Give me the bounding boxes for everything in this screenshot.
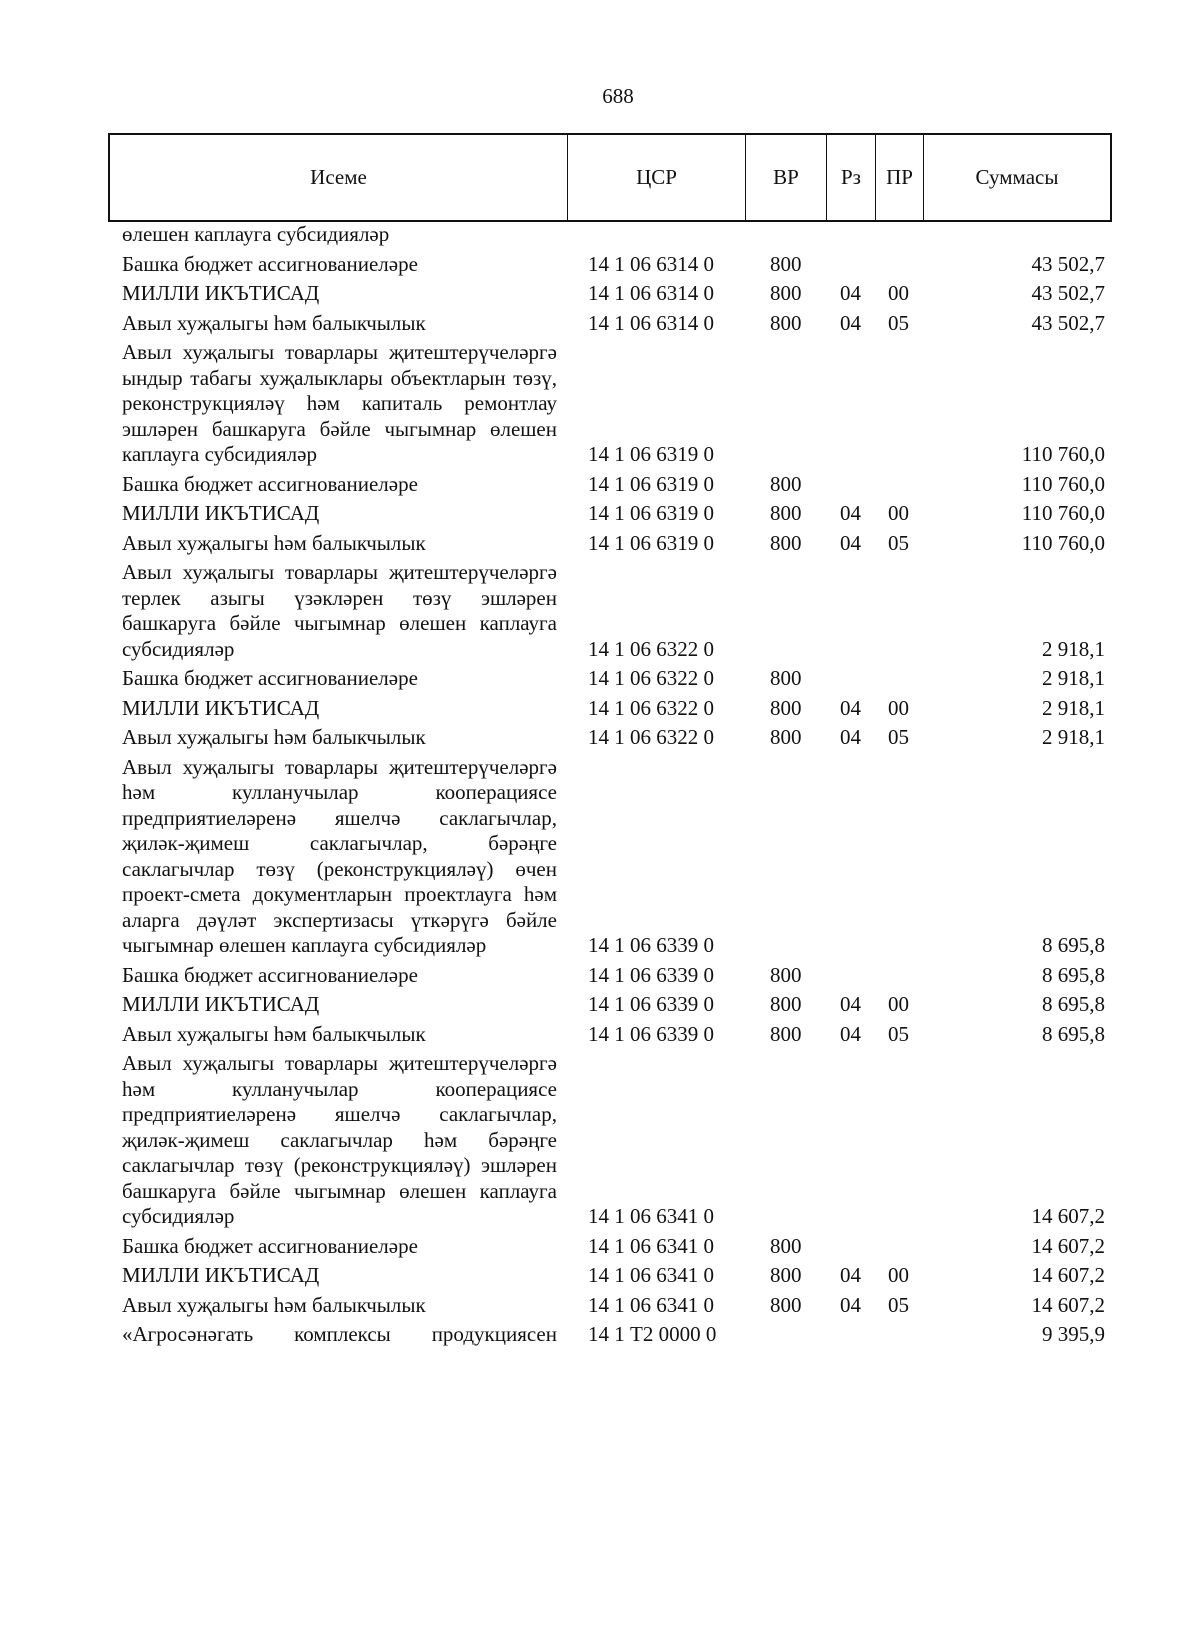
cell-csr: 14 1 06 6322 0 <box>588 725 714 749</box>
cell-csr: 14 1 06 6341 0 <box>588 1292 714 1317</box>
cell-sum: 8 695,8 <box>1042 962 1105 987</box>
cell-vr: 800 <box>770 471 802 496</box>
cell-sum: 43 502,7 <box>1031 251 1105 276</box>
cell-vr: 800 <box>770 992 802 1016</box>
table-row <box>0 1293 1200 1323</box>
cell-vr: 800 <box>770 1021 802 1046</box>
cell-rz: 04 <box>840 501 861 525</box>
cell-csr: 14 1 06 6319 0 <box>588 471 714 496</box>
cell-sum: 110 760,0 <box>1021 442 1105 466</box>
table-row <box>0 1022 1200 1052</box>
table-row <box>0 472 1200 502</box>
table-row <box>0 311 1200 341</box>
cell-rz: 04 <box>840 281 861 305</box>
table-row <box>0 340 1200 472</box>
cell-csr: 14 1 06 6339 0 <box>588 933 714 957</box>
cell-csr: 14 1 Т2 0000 0 <box>588 1322 717 1346</box>
cell-name: Башка бюджет ассигнованиеләре <box>122 1233 418 1258</box>
cell-sum: 14 607,2 <box>1031 1233 1105 1258</box>
cell-csr: 14 1 06 6339 0 <box>588 1021 714 1046</box>
cell-name: МИЛЛИ ИКЪТИСАД <box>122 281 320 305</box>
table-body <box>0 222 1200 1352</box>
cell-sum: 110 760,0 <box>1021 501 1105 525</box>
cell-pr: 05 <box>888 725 909 749</box>
cell-pr: 05 <box>888 530 909 555</box>
header-rz: Рз <box>827 135 876 220</box>
cell-name: өлешен каплауга субсидияләр <box>122 222 390 246</box>
cell-sum: 8 695,8 <box>1042 992 1105 1016</box>
cell-csr: 14 1 06 6319 0 <box>588 530 714 555</box>
table-row <box>0 281 1200 311</box>
cell-name: Авыл хуҗалыгы һәм балыкчылык <box>122 530 426 555</box>
table-header <box>108 133 1112 222</box>
table-row <box>0 252 1200 282</box>
cell-csr: 14 1 06 6322 0 <box>588 636 714 661</box>
cell-csr: 14 1 06 6319 0 <box>588 501 714 525</box>
cell-sum: 110 760,0 <box>1021 471 1105 496</box>
cell-sum: 2 918,1 <box>1042 666 1105 690</box>
cell-name: Башка бюджет ассигнованиеләре <box>122 962 418 987</box>
cell-sum: 14 607,2 <box>1031 1263 1105 1287</box>
cell-pr: 05 <box>888 1292 909 1317</box>
cell-sum: 43 502,7 <box>1031 281 1105 305</box>
page-number: 688 <box>602 84 634 108</box>
table-row <box>0 963 1200 993</box>
cell-csr: 14 1 06 6339 0 <box>588 992 714 1016</box>
cell-name: МИЛЛИ ИКЪТИСАД <box>122 992 320 1016</box>
cell-csr: 14 1 06 6314 0 <box>588 251 714 276</box>
cell-name: Авыл хуҗалыгы һәм балыкчылык <box>122 1292 426 1317</box>
cell-sum: 14 607,2 <box>1031 1204 1105 1228</box>
cell-vr: 800 <box>770 666 802 690</box>
cell-name: Авыл хуҗалыгы һәм балыкчылык <box>122 725 426 749</box>
cell-name: Авыл хуҗалыгы товарлары җитештерүчеләргә һәм кулланучылар кооперациясе предприятиеләренә яшелчә саклагычлар, җиләк-җимеш саклагычлар, бәрәңге саклагычлар төзү (реконструкцияләү) өчен проект-смета документларын проектлауга һәм аларга дәүләт экспертизасы үткәрүгә бәйле чыгымнар өлешен каплауга субсидияләр <box>122 754 557 957</box>
cell-sum: 8 695,8 <box>1042 1021 1105 1046</box>
cell-csr: 14 1 06 6341 0 <box>588 1204 714 1228</box>
cell-name: Авыл хуҗалыгы товарлары җитештерүчеләргә терлек азыгы үзәкләрен төзү эшләрен башкаруга бәйле чыгымнар өлешен каплауга субсидияләр <box>122 560 557 661</box>
cell-csr: 14 1 06 6322 0 <box>588 666 714 690</box>
cell-rz: 04 <box>840 992 861 1016</box>
cell-name: МИЛЛИ ИКЪТИСАД <box>122 695 320 720</box>
cell-vr: 800 <box>770 310 802 335</box>
cell-sum: 110 760,0 <box>1021 530 1105 555</box>
cell-sum: 2 918,1 <box>1042 695 1105 720</box>
cell-name: Авыл хуҗалыгы товарлары җитештерүчеләргә һәм кулланучылар кооперациясе предприятиеләренә яшелчә саклагычлар, җиләк-җимеш саклагычлар һәм бәрәңге саклагычлар төзү (реконструкцияләү) эшләрен башкаруга бәйле чыгымнар өлешен каплауга субсидияләр <box>122 1051 557 1228</box>
cell-name: Башка бюджет ассигнованиеләре <box>122 666 418 690</box>
cell-rz: 04 <box>840 310 861 335</box>
cell-sum: 2 918,1 <box>1042 725 1105 749</box>
cell-vr: 800 <box>770 501 802 525</box>
cell-rz: 04 <box>840 695 861 720</box>
cell-vr: 800 <box>770 281 802 305</box>
cell-rz: 04 <box>840 1263 861 1287</box>
cell-pr: 00 <box>888 1263 909 1287</box>
table-row <box>0 1234 1200 1264</box>
cell-csr: 14 1 06 6339 0 <box>588 962 714 987</box>
cell-vr: 800 <box>770 1263 802 1287</box>
cell-csr: 14 1 06 6322 0 <box>588 695 714 720</box>
cell-csr: 14 1 06 6341 0 <box>588 1233 714 1258</box>
table-row <box>0 755 1200 963</box>
cell-rz: 04 <box>840 1021 861 1046</box>
cell-sum: 9 395,9 <box>1042 1322 1105 1346</box>
cell-name: Башка бюджет ассигнованиеләре <box>122 471 418 496</box>
cell-name: МИЛЛИ ИКЪТИСАД <box>122 501 320 525</box>
table-row <box>0 1263 1200 1293</box>
cell-vr: 800 <box>770 725 802 749</box>
cell-name: Башка бюджет ассигнованиеләре <box>122 251 418 276</box>
cell-name: Авыл хуҗалыгы һәм балыкчылык <box>122 310 426 335</box>
table-row <box>0 501 1200 531</box>
cell-pr: 05 <box>888 310 909 335</box>
cell-rz: 04 <box>840 1292 861 1317</box>
header-sum: Суммасы <box>975 165 1059 189</box>
cell-pr: 00 <box>888 281 909 305</box>
header-name: Исеме <box>110 135 568 220</box>
cell-sum: 14 607,2 <box>1031 1292 1105 1317</box>
cell-sum: 2 918,1 <box>1042 636 1105 661</box>
cell-sum: 43 502,7 <box>1031 310 1105 335</box>
table-row <box>0 666 1200 696</box>
table-row <box>0 222 1200 252</box>
cell-vr: 800 <box>770 251 802 276</box>
cell-sum: 8 695,8 <box>1042 933 1105 957</box>
cell-pr: 05 <box>888 1021 909 1046</box>
header-vr: ВР <box>746 135 827 220</box>
cell-vr: 800 <box>770 530 802 555</box>
table-row <box>0 696 1200 726</box>
cell-name: Авыл хуҗалыгы товарлары җитештерүчеләргә ындыр табагы хуҗалыклары объектларын төзү, реконструкцияләү һәм капиталь ремонтлау эшләрен башкаруга бәйле чыгымнар өлешен каплауга субсидияләр <box>122 340 557 466</box>
cell-vr: 800 <box>770 1233 802 1258</box>
header-csr: ЦСР <box>568 135 746 220</box>
table-row <box>0 560 1200 666</box>
cell-name: Авыл хуҗалыгы һәм балыкчылык <box>122 1021 426 1046</box>
table-row <box>0 531 1200 561</box>
table-row <box>0 992 1200 1022</box>
cell-csr: 14 1 06 6319 0 <box>588 442 714 466</box>
cell-name: МИЛЛИ ИКЪТИСАД <box>122 1263 320 1287</box>
header-pr: ПР <box>876 135 924 220</box>
cell-pr: 00 <box>888 501 909 525</box>
cell-rz: 04 <box>840 725 861 749</box>
cell-csr: 14 1 06 6341 0 <box>588 1263 714 1287</box>
cell-name: «Агросәнәгать комплексы продукциясен <box>122 1322 557 1346</box>
cell-vr: 800 <box>770 1292 802 1317</box>
table-row <box>0 1322 1200 1352</box>
cell-vr: 800 <box>770 695 802 720</box>
table-row <box>0 725 1200 755</box>
cell-vr: 800 <box>770 962 802 987</box>
table-row <box>0 1051 1200 1234</box>
cell-rz: 04 <box>840 530 861 555</box>
cell-pr: 00 <box>888 992 909 1016</box>
cell-csr: 14 1 06 6314 0 <box>588 310 714 335</box>
cell-pr: 00 <box>888 695 909 720</box>
cell-csr: 14 1 06 6314 0 <box>588 281 714 305</box>
